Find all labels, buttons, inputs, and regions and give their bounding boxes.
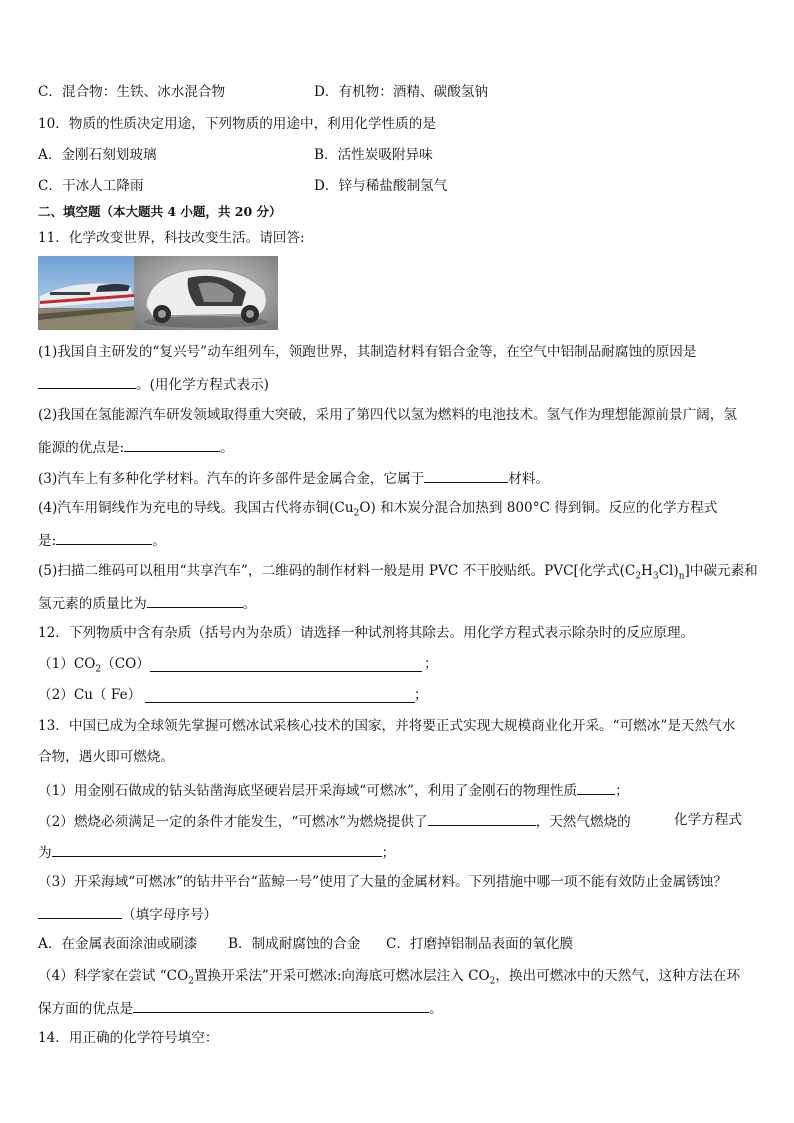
q13-sub4-label: 保方面的优点是 [38, 1001, 134, 1017]
bullet-train-photo [38, 256, 278, 330]
q13-sub3-option-a: A．在金属表面涂油或刷漆 [38, 936, 198, 952]
q13-sub2-end: ； [381, 845, 396, 861]
q11-part5-line1 [38, 562, 758, 586]
q12-item2: （2）Cu（ Fe） [38, 687, 142, 703]
q13-sub3-line2 [38, 904, 217, 924]
subscript: 2 [188, 976, 194, 987]
q11-part1-tail: 。(用化学方程式表示) [136, 377, 269, 393]
answer-blank[interactable] [577, 780, 615, 795]
q10-option-d: D．锌与稀盐酸制氢气 [314, 178, 448, 194]
q12-item1 [38, 655, 150, 679]
q9-option-c: C．混合物：生铁、冰水混合物 [38, 84, 226, 100]
q13-sub3-option-c: C．打磨掉铝制品表面的氧化膜 [386, 936, 574, 952]
section-2-title: 二、填空题（本大题共 4 小题，共 20 分） [38, 204, 282, 219]
q13-sub4-end: 。 [429, 1001, 443, 1017]
q13-sub1 [38, 780, 629, 800]
q11-part4-line2 [38, 530, 166, 550]
q12-stem: 12．下列物质中含有杂质（括号内为杂质）请选择一种试剂将其除去。用化学方程式表示除杂时的反应原理。 [38, 625, 695, 641]
answer-blank[interactable] [38, 374, 136, 389]
q13-stem-line1: 13．中国已成为全球领先掌握可燃冰试采核心技术的国家，并将要正式实现大规模商业化开采。“可燃冰”是天然气水 [38, 718, 736, 734]
answer-blank[interactable] [56, 530, 152, 545]
q11-part4-text-b: O) 和木炭分混合加热到 800°C 得到铜。反应的化学方程式 [359, 500, 718, 516]
q11-part2-line2 [38, 437, 234, 457]
q11-part2-line1: (2)我国在氢能源汽车研发领域取得重大突破，采用了第四代以氢为燃料的电池技术。氢气作为理想能源前景广阔，氢 [38, 407, 737, 423]
q11-part1-line2 [38, 374, 269, 394]
q11-part4-text-a: (4)汽车用铜线作为充电的导线。我国古代将赤铜(Cu [38, 500, 354, 516]
answer-blank[interactable] [124, 437, 220, 452]
q10-option-b: B．活性炭吸附异味 [314, 147, 433, 163]
q11-part5-label: 氢元素的质量比为 [38, 596, 147, 612]
answer-blank[interactable] [147, 593, 243, 608]
q12-item1-text-b: （CO） [101, 656, 150, 672]
q11-part5-text-d: ]中碳元素和 [684, 563, 758, 579]
q11-part2-label: 能源的优点是: [38, 440, 125, 456]
answer-blank[interactable] [428, 811, 536, 826]
q11-part5-line2 [38, 593, 256, 613]
q13-sub2-text-c: 化学方程式 [674, 812, 742, 828]
answer-blank[interactable] [145, 688, 415, 703]
answer-blank[interactable] [424, 468, 508, 483]
q13-sub2-text-b: ，天然气燃烧的 [535, 814, 631, 830]
q10-option-a: A．金刚石刻划玻璃 [38, 147, 157, 163]
answer-blank[interactable] [150, 657, 422, 672]
q13-sub2-text-a: （2）燃烧必须满足一定的条件才能发生，“可燃冰”为燃烧提供了 [38, 814, 428, 830]
q11-part3-end: 材料。 [508, 471, 550, 487]
subscript: 3 [652, 571, 659, 582]
q11-part3 [38, 468, 549, 488]
q13-sub4-line1 [38, 967, 740, 991]
q12-item2-end: ； [414, 687, 428, 703]
subscript: 2 [635, 571, 642, 582]
q14-stem: 14．用正确的化学符号填空： [38, 1030, 219, 1046]
q11-part2-end: 。 [220, 440, 234, 456]
subscript: 2 [353, 508, 360, 519]
q13-stem-line2: 合物，遇火即可燃烧。 [38, 749, 174, 765]
q13-sub4-text-a: （4）科学家在尝试 “CO [38, 968, 189, 984]
q13-sub2-line2 [38, 842, 395, 862]
q11-part5-text-a: (5)扫描二维码可以租用“共享汽车”，二维码的制作材料一般是用 PVC 不干胶贴纸。PVC[化学式(C [38, 563, 636, 579]
q13-sub1-end: ； [615, 783, 629, 799]
q11-part1-line1: (1)我国自主研发的“复兴号”动车组列车，领跑世界，其制造材料有铝合金等，在空气中铝制品耐腐蚀的原因是 [38, 344, 697, 360]
q13-sub4-line2 [38, 998, 443, 1018]
q10-stem: 10．物质的性质决定用途，下列物质的用途中，利用化学性质的是 [38, 116, 436, 132]
q11-part4-label: 是: [38, 533, 57, 549]
q11-stem: 11．化学改变世界，科技改变生活。请回答: [38, 230, 305, 246]
q12-item1-text-a: （1）CO [38, 656, 96, 672]
q11-photos [38, 256, 278, 330]
q11-part5-text-c: Cl) [658, 563, 679, 579]
subscript: n [678, 571, 685, 582]
answer-blank[interactable] [38, 904, 122, 919]
subscript: 2 [95, 664, 102, 675]
q13-sub2-label: 为 [38, 845, 52, 861]
q11-part4-line1 [38, 499, 717, 523]
answer-blank[interactable] [133, 998, 429, 1013]
q13-sub3-option-b: B．制成耐腐蚀的合金 [228, 936, 361, 952]
q12-item1-end: ； [424, 656, 438, 672]
q13-sub3-line1: （3）开采海域“可燃冰”的钻井平台“蓝鲸一号”使用了大量的金属材料。下列措施中哪一项不能有效防止金属锈蚀？ [38, 874, 727, 890]
q11-part4-end: 。 [152, 533, 166, 549]
q11-part5-end: 。 [242, 596, 257, 612]
q11-part3-text: (3)汽车上有多种化学材料。汽车的许多部件是金属合金，它属于 [38, 471, 425, 487]
q9-option-d: D．有机物：酒精、碳酸氢钠 [314, 84, 489, 100]
q11-part5-text-b: H [641, 563, 653, 579]
q13-sub4-text-c: ，换出可燃冰中的天然气，这种方法在环 [495, 968, 741, 984]
q10-option-c: C．干冰人工降雨 [38, 178, 144, 194]
subscript: 2 [489, 976, 496, 987]
q13-sub2-line1 [38, 811, 631, 831]
q13-sub3-hint: （填字母序号） [122, 907, 218, 923]
answer-blank[interactable] [52, 842, 382, 857]
q13-sub4-text-b: 置换开采法”开采可燃冰:向海底可燃冰层注入 CO [193, 968, 490, 984]
q13-sub1-text: （1）用金刚石做成的钻头钻凿海底坚硬岩层开采海域“可燃冰”，利用了金刚石的物理性质 [38, 783, 578, 799]
